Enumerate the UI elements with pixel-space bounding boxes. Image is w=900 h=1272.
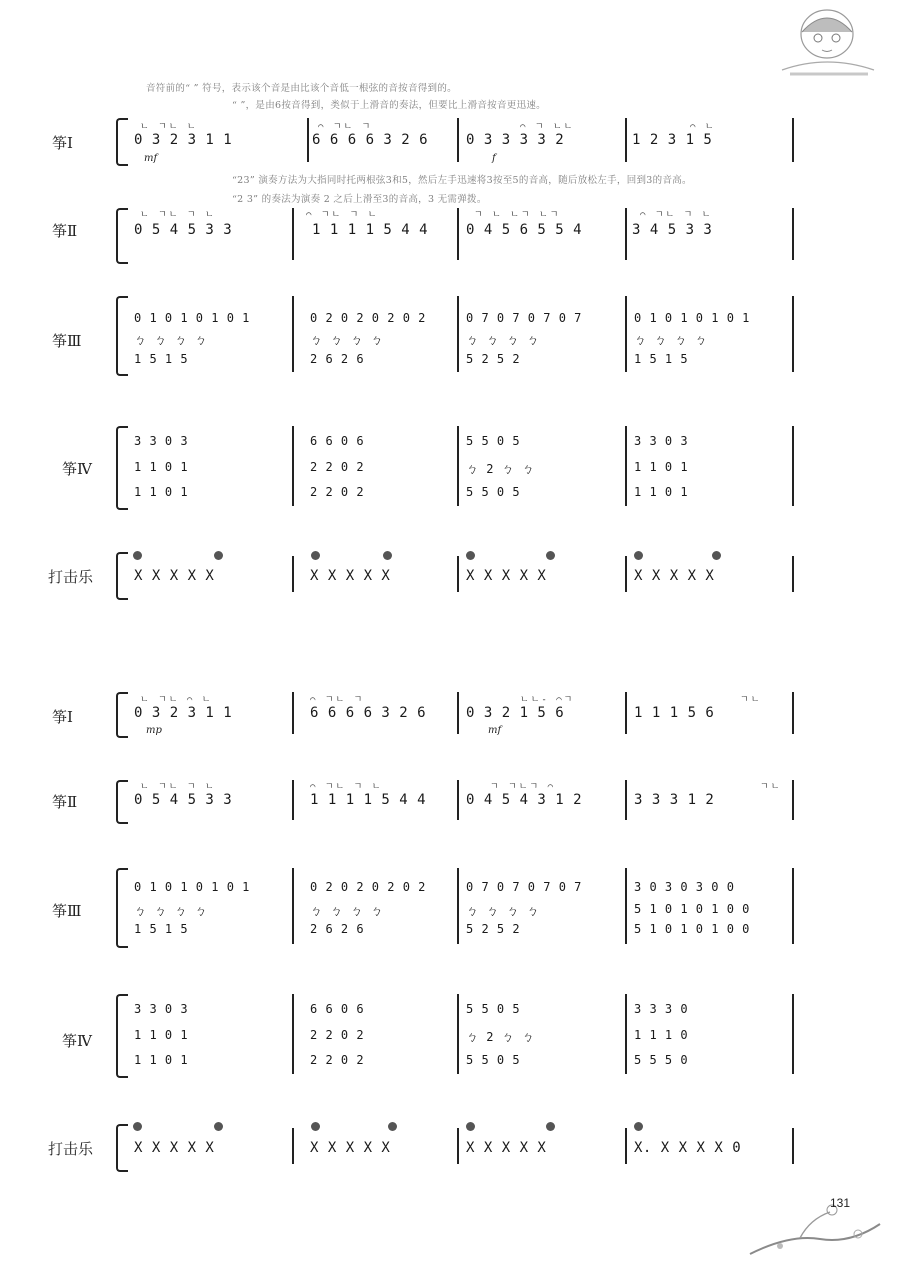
measure-row: 5 2 5 2 (466, 352, 521, 366)
measure-row: 2 2 0 2 (310, 1053, 365, 1067)
barline (457, 994, 459, 1074)
measure-row: 1 1 0 1 (134, 460, 189, 474)
measure-row: 1 1 1 0 (634, 1028, 689, 1042)
ornament-marks: ⌒ ㄱㄴ ㄱ (310, 695, 365, 705)
measure-row: 5 5 5 0 (634, 1053, 689, 1067)
measure: 6 6 6 6 3 2 6 (310, 705, 427, 721)
note-line-1: 音符前的“ ” 符号，表示该个音是由比该个音低一根弦的音按音得到的。 (146, 83, 457, 94)
dynamic-marking: mf (144, 153, 158, 164)
barline (292, 868, 294, 944)
brace (116, 994, 128, 1078)
measure: 1 1 1 5 6 (634, 705, 715, 721)
brace (116, 118, 128, 166)
measure: X X X X X (466, 568, 547, 584)
barline (792, 208, 794, 260)
barline (292, 556, 294, 592)
brace (116, 1124, 128, 1172)
barline (292, 780, 294, 820)
percussion-dot (311, 551, 320, 560)
measure: 6 6 0 6 (310, 434, 365, 448)
barline (625, 1128, 627, 1164)
barline (457, 118, 459, 162)
barline (292, 1128, 294, 1164)
measure-row: ㄅ ㄅ ㄅ ㄅ (310, 333, 384, 347)
barline (625, 426, 627, 506)
measure: 0 7 0 7 0 7 0 7 (466, 880, 582, 894)
measure-row: 1 1 0 1 (634, 485, 689, 499)
ornament-marks: ⌒ ㄱㄴ ㄱ ㄴ (310, 782, 383, 792)
measure-row: 5 2 5 2 (466, 922, 521, 936)
dynamic-marking: mp (146, 725, 162, 736)
measure: 0 1 0 1 0 1 0 1 (134, 311, 250, 325)
percussion-dot (712, 551, 721, 560)
measure: 3 3 3 1 2 (634, 792, 715, 808)
label-zheng-2: 筝Ⅱ (52, 793, 78, 811)
ornament-marks: ⌒ ㄱㄴ ㄱ (318, 122, 373, 132)
measure: 0 4 5 6 5 5 4 (466, 222, 583, 238)
barline (792, 118, 794, 162)
measure-row: ㄅ ㄅ ㄅ ㄅ (634, 333, 708, 347)
page-number: 131 (829, 1196, 850, 1210)
measure: 0 2 0 2 0 2 0 2 (310, 880, 426, 894)
barline (792, 868, 794, 944)
measure: 0 3 3 3 3 2 (466, 132, 565, 148)
dynamic-marking: mf (488, 725, 502, 736)
measure-row: ㄅ 2 ㄅ ㄅ (466, 1030, 535, 1044)
barline (457, 556, 459, 592)
barline (625, 692, 627, 734)
barline (625, 868, 627, 944)
note-line-4: “2 3” 的奏法为演奏 2 之后上滑至3的音高，3 无需弹拨。 (232, 194, 487, 205)
brace (116, 868, 128, 948)
percussion-dot (133, 551, 142, 560)
measure-row: ㄅ ㄅ ㄅ ㄅ (466, 904, 540, 918)
barline (625, 118, 627, 162)
measure-row: 1 1 0 1 (134, 1028, 189, 1042)
measure: 6 6 0 6 (310, 1002, 365, 1016)
percussion-dot (546, 1122, 555, 1131)
measure-row: 2 2 0 2 (310, 485, 365, 499)
measure: 0 3 2 3 1 1 (134, 132, 233, 148)
label-zheng-1: 筝Ⅰ (52, 708, 73, 726)
barline (625, 994, 627, 1074)
label-zheng-4: 筝Ⅳ (62, 460, 92, 478)
label-percussion: 打击乐 (48, 1140, 94, 1158)
barline (792, 994, 794, 1074)
measure: X X X X X (134, 568, 215, 584)
barline (292, 426, 294, 506)
brace (116, 780, 128, 824)
label-zheng-2: 筝Ⅱ (52, 222, 78, 240)
label-zheng-3: 筝Ⅲ (52, 332, 82, 350)
girl-illustration-icon (772, 4, 882, 76)
measure: X X X X X (134, 1140, 215, 1156)
ornament-marks: ㄱㄴ (740, 695, 762, 705)
ornament-marks: ㄴㄴ- ⌒ㄱ (520, 695, 575, 705)
barline (292, 296, 294, 372)
label-zheng-1: 筝Ⅰ (52, 134, 73, 152)
measure: 0 1 0 1 0 1 0 1 (134, 880, 250, 894)
ornament-marks: ㄱㄴ (760, 782, 782, 792)
measure-row: 2 2 0 2 (310, 460, 365, 474)
barline (307, 118, 309, 162)
barline (792, 1128, 794, 1164)
measure: X. X X X X 0 (634, 1140, 742, 1156)
percussion-dot (634, 551, 643, 560)
note-line-3: “23” 演奏方法为大指同时托两根弦3和5，然后左手迅速将3按至5的音高，随后放松左手，回到3的音高。 (232, 175, 692, 186)
measure: 1 1 1 1 5 4 4 (312, 222, 429, 238)
measure-row: 5 1 0 1 0 1 0 0 (634, 922, 750, 936)
ornament-marks: ⌒ ㄱㄴ ㄱ ㄴ (640, 210, 713, 220)
barline (792, 556, 794, 592)
measure: X X X X X (310, 1140, 391, 1156)
measure: 5 5 0 5 (466, 1002, 521, 1016)
barline (792, 780, 794, 820)
measure-row: 1 1 0 1 (134, 485, 189, 499)
measure: X X X X X (310, 568, 391, 584)
barline (292, 692, 294, 734)
measure: 6 6 6 6 3 2 6 (312, 132, 429, 148)
barline (457, 692, 459, 734)
measure: 3 4 5 3 3 (632, 222, 713, 238)
brace (116, 692, 128, 738)
ornament-marks: ⌒ ㄱ ㄴㄴ (520, 122, 575, 132)
measure: 0 3 2 1 5 6 (466, 705, 565, 721)
plum-branch-icon (740, 1194, 890, 1264)
barline (292, 208, 294, 260)
barline (457, 780, 459, 820)
note-line-2: “ ”，是由6按音得到，类似于上滑音的奏法，但要比上滑音按音更迅速。 (232, 100, 546, 111)
measure: X X X X X (466, 1140, 547, 1156)
measure: 1 2 3 1 5 (632, 132, 713, 148)
dynamic-marking: f (492, 153, 496, 164)
barline (292, 994, 294, 1074)
measure-row: 2 6 2 6 (310, 922, 365, 936)
measure: 0 5 4 5 3 3 (134, 792, 233, 808)
brace (116, 552, 128, 600)
brace (116, 296, 128, 376)
measure: 0 7 0 7 0 7 0 7 (466, 311, 582, 325)
barline (625, 208, 627, 260)
measure-row: 1 1 0 1 (134, 1053, 189, 1067)
measure-row: ㄅ ㄅ ㄅ ㄅ (310, 904, 384, 918)
measure: 3 3 3 0 (634, 1002, 689, 1016)
measure-row: ㄅ ㄅ ㄅ ㄅ (134, 333, 208, 347)
measure: 0 2 0 2 0 2 0 2 (310, 311, 426, 325)
percussion-dot (466, 551, 475, 560)
measure: 0 5 4 5 3 3 (134, 222, 233, 238)
measure-row: ㄅ ㄅ ㄅ ㄅ (466, 333, 540, 347)
measure-row: 2 2 0 2 (310, 1028, 365, 1042)
percussion-dot (388, 1122, 397, 1131)
measure-row: 5 5 0 5 (466, 485, 521, 499)
barline (792, 692, 794, 734)
measure-row: 5 1 0 1 0 1 0 0 (634, 902, 750, 916)
percussion-dot (546, 551, 555, 560)
ornament-marks: ㄴ ㄱㄴ ㄱ ㄴ (140, 210, 216, 220)
percussion-dot (634, 1122, 643, 1131)
measure-row: 2 6 2 6 (310, 352, 365, 366)
measure-row: 5 5 0 5 (466, 1053, 521, 1067)
measure-row: 1 5 1 5 (134, 922, 189, 936)
measure-row: ㄅ 2 ㄅ ㄅ (466, 462, 535, 476)
percussion-dot (466, 1122, 475, 1131)
measure: 3 0 3 0 3 0 0 (634, 880, 735, 894)
measure: 3 3 0 3 (134, 1002, 189, 1016)
measure: 3 3 0 3 (134, 434, 189, 448)
measure-row: 1 5 1 5 (634, 352, 689, 366)
percussion-dot (214, 551, 223, 560)
measure-row: 1 1 0 1 (634, 460, 689, 474)
brace (116, 426, 128, 510)
barline (625, 556, 627, 592)
percussion-dot (311, 1122, 320, 1131)
barline (457, 296, 459, 372)
ornament-marks: ⌒ ㄱㄴ ㄱ ㄴ (306, 210, 379, 220)
label-zheng-3: 筝Ⅲ (52, 902, 82, 920)
percussion-dot (383, 551, 392, 560)
ornament-marks: ㄱ ㄱㄴㄱ ⌒ (490, 782, 556, 792)
barline (792, 296, 794, 372)
measure-row: ㄅ ㄅ ㄅ ㄅ (134, 904, 208, 918)
barline (457, 208, 459, 260)
percussion-dot (133, 1122, 142, 1131)
measure: X X X X X (634, 568, 715, 584)
ornament-marks: ㄴ ㄱㄴ ㄴ (140, 122, 198, 132)
label-percussion: 打击乐 (48, 568, 94, 586)
percussion-dot (214, 1122, 223, 1131)
barline (792, 426, 794, 506)
barline (457, 1128, 459, 1164)
measure: 0 1 0 1 0 1 0 1 (634, 311, 750, 325)
measure: 5 5 0 5 (466, 434, 521, 448)
brace (116, 208, 128, 264)
measure: 3 3 0 3 (634, 434, 689, 448)
label-zheng-4: 筝Ⅳ (62, 1032, 92, 1050)
barline (457, 426, 459, 506)
ornament-marks: ㄴ ㄱㄴ ㄱ ㄴ (140, 782, 216, 792)
measure: 0 4 5 4 3 1 2 (466, 792, 583, 808)
measure: 1 1 1 1 5 4 4 (310, 792, 427, 808)
measure: 0 3 2 3 1 1 (134, 705, 233, 721)
ornament-marks: ⌒ ㄴ (690, 122, 716, 132)
barline (625, 296, 627, 372)
barline (625, 780, 627, 820)
measure-row: 1 5 1 5 (134, 352, 189, 366)
ornament-marks: ㄱ ㄴ ㄴㄱ ㄴㄱ (474, 210, 561, 220)
ornament-marks: ㄴ ㄱㄴ ⌒ ㄴ (140, 695, 213, 705)
barline (457, 868, 459, 944)
